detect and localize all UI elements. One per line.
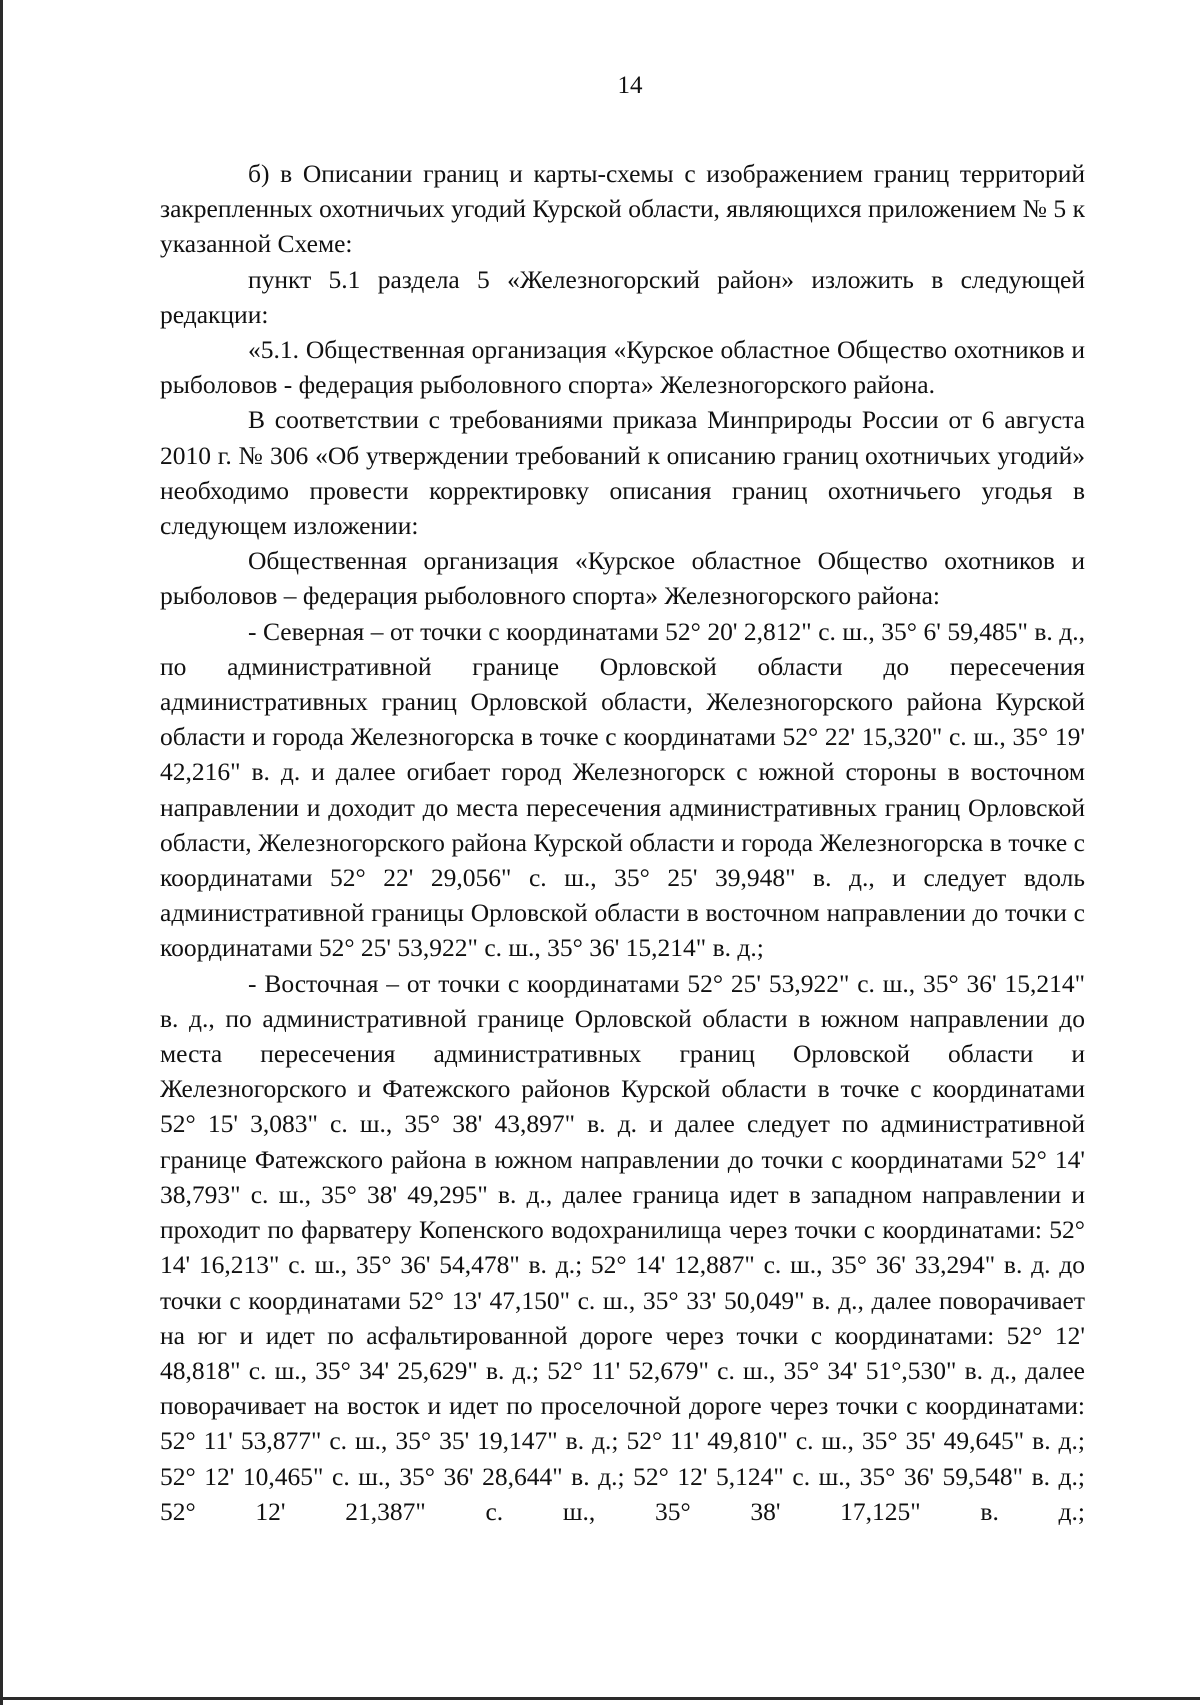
scan-edge-left	[0, 0, 3, 1705]
paragraph-organization-title: «5.1. Общественная организация «Курское областное Общество охотников и рыболовов - федерация рыболовного спорта» Железногорского района.	[160, 335, 1085, 400]
paragraph-requirements: В соответствии с требованиями приказа Минприроды России от 6 августа 2010 г. № 306 «Об утверждении требований к описанию границ охотничьих угодий» необходимо провести корректировку описания границ охотничьего угодья в следующем изложении:	[160, 405, 1085, 541]
scan-edge-bottom	[0, 1697, 1200, 1700]
document-body	[160, 156, 1085, 1529]
paragraph-east-boundary: - Восточная – от точки с координатами 52° 25' 53,922" с. ш., 35° 36' 15,214" в. д., по административной границе Орловской области в южном направлении до места пересечения административных границ Орловской области и Железногорского и Фатежского районов Курской области в точке с координатами 52° 15' 3,083" с. ш., 35° 38' 43,897" в. д. и далее следует по административной границе Фатежского района в южном направлении до точки с координатами 52° 14' 38,793" с. ш., 35° 38' 49,295" в. д., далее граница идет в западном направлении и проходит по фарватеру Копенского водохранилища через точки с координатами: 52° 14' 16,213" с. ш., 35° 36' 54,478" в. д.; 52° 14' 12,887" с. ш., 35° 36' 33,294" в. д. до точки с координатами 52° 13' 47,150" с. ш., 35° 33' 50,049" в. д., далее поворачивает на юг и идет по асфальтированной дороге через точки с координатами: 52° 12' 48,818" с. ш., 35° 34' 25,629" в. д.; 52° 11' 52,679" с. ш., 35° 34' 51°,530" в. д., далее поворачивает на восток и идет по проселочной дороге через точки с координатами: 52° 11' 53,877" с. ш., 35° 35' 19,147" в. д.; 52° 11' 49,810" с. ш., 35° 35' 49,645" в. д.; 52° 12' 10,465" с. ш., 35° 36' 28,644" в. д.; 52° 12' 5,124" с. ш., 35° 36' 59,548" в. д.; 52° 12' 21,387" с. ш., 35° 38' 17,125" в. д.;	[160, 968, 1085, 1526]
paragraph-organization-name: Общественная организация «Курское областное Общество охотников и рыболовов – федерация рыболовного спорта» Железногорского района:	[160, 546, 1085, 611]
paragraph-point-5-1-instruction: пункт 5.1 раздела 5 «Железногорский район» изложить в следующей редакции:	[160, 264, 1085, 329]
page-number: 14	[617, 72, 643, 99]
paragraph-north-boundary: - Северная – от точки с координатами 52° 20' 2,812" с. ш., 35° 6' 59,485" в. д., по административной границе Орловской области до пересечения административных границ Орловской области, Железногорского района Курской области и города Железногорска в точке с координатами 52° 22' 15,320" с. ш., 35° 19' 42,216" в. д. и далее огибает город Железногорск с южной стороны в восточном направлении и доходит до места пересечения административных границ Орловской области, Железногорского района Курской области и города Железногорска в точке с координатами 52° 22' 29,056" с. ш., 35° 25' 39,948" в. д., и следует вдоль административной границы Орловской области в восточном направлении до точки с координатами 52° 25' 53,922" с. ш., 35° 36' 15,214" в. д.;	[160, 616, 1085, 963]
paragraph-subitem-b: б) в Описании границ и карты-схемы с изображением границ территорий закрепленных охотничьих угодий Курской области, являющихся приложением № 5 к указанной Схеме:	[160, 159, 1085, 259]
